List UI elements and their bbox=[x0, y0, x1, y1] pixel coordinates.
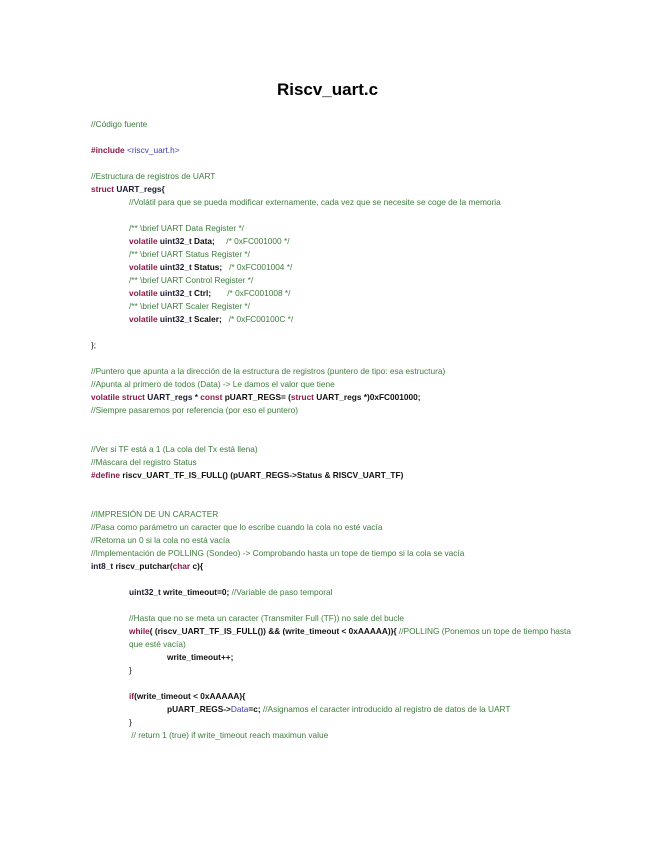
field-ctrl bbox=[91, 287, 571, 300]
volatile-struct-keyword: volatile struct bbox=[91, 392, 148, 402]
struct-close: }; bbox=[91, 340, 97, 350]
struct-declaration bbox=[91, 183, 571, 196]
variable-comment: //Variable de paso temporal bbox=[231, 587, 333, 597]
comment-source-code: //Código fuente bbox=[91, 119, 148, 129]
assign-comment: //Asignamos el caracter introducido al registro de datos de la UART bbox=[262, 704, 511, 714]
comment-register-struct: //Estructura de registros de UART bbox=[91, 171, 216, 181]
comment-polling: //Implementación de POLLING (Sondeo) -> Comprobando hasta un tope de tiempo si la cola se vacía bbox=[91, 548, 465, 558]
comment-param: //Pasa como parámetro un caracter que lo escribe cuando la cola no esté vacía bbox=[91, 522, 383, 532]
comment-status-mask: //Máscara del registro Status bbox=[91, 457, 197, 467]
while-condition: ( (riscv_UART_TF_IS_FULL()) && (write_timeout < 0xAAAAA)){ bbox=[149, 626, 399, 636]
struct-keyword: struct bbox=[91, 184, 117, 194]
comment-print-char: //IMPRESIÓN DE UN CARACTER bbox=[91, 509, 219, 519]
comment-volatile bbox=[91, 196, 571, 209]
comment-by-reference: //Siempre pasaremos por referencia (por eso el puntero) bbox=[91, 405, 299, 415]
type-name: uint32_t bbox=[129, 587, 164, 597]
type-name: uint32_t bbox=[159, 288, 195, 298]
timeout-increment: write_timeout++; bbox=[167, 652, 234, 662]
type-name: uint32_t bbox=[159, 236, 195, 246]
address-comment: /* 0xFC001004 */ bbox=[222, 262, 293, 272]
assign-line bbox=[91, 703, 571, 716]
pointer-access: pUART_REGS-> bbox=[167, 704, 231, 714]
comment-points-first: //Apunta al primero de todos (Data) -> Le damos el valor que tiene bbox=[91, 379, 335, 389]
return-type: int8_t bbox=[91, 561, 116, 571]
field-name: Data; bbox=[194, 236, 215, 246]
comment-return: // return 1 (true) if write_timeout reach maximun value bbox=[129, 730, 329, 740]
struct-type: UART_regs * bbox=[147, 392, 201, 402]
comment-control-register: /** \brief UART Control Register */ bbox=[129, 275, 254, 285]
define-keyword: #define bbox=[91, 470, 123, 480]
variable-init: write_timeout=0; bbox=[163, 587, 232, 597]
polling-comment: //POLLING (Ponemos un tope de tiempo hasta que esté vacía) bbox=[129, 626, 571, 649]
function-name: riscv_putchar( bbox=[115, 561, 173, 571]
comment-status-register: /** \brief UART Status Register */ bbox=[129, 249, 250, 259]
while-line bbox=[91, 625, 571, 651]
field-scaler bbox=[91, 313, 571, 326]
field-name: Scaler; bbox=[194, 314, 222, 324]
type-name: uint32_t bbox=[159, 314, 195, 324]
define-line bbox=[91, 469, 571, 482]
cast-address: UART_regs *)0xFC001000; bbox=[316, 392, 421, 402]
struct-keyword: struct bbox=[290, 392, 317, 402]
if-keyword: if bbox=[129, 691, 135, 701]
type-name: uint32_t bbox=[159, 262, 195, 272]
address-comment: /* 0xFC001008 */ bbox=[211, 288, 291, 298]
comment-volatile-text: //Volátil para que se pueda modificar externamente, cada vez que se necesite se coge de la memoria bbox=[129, 197, 501, 207]
pointer-name: pUART_REGS= ( bbox=[224, 392, 291, 402]
field-name: Ctrl; bbox=[194, 288, 212, 298]
function-signature bbox=[91, 560, 571, 573]
field-data bbox=[91, 235, 571, 248]
if-condition: (write_timeout < 0xAAAAA){ bbox=[134, 691, 246, 701]
timeout-declaration bbox=[91, 586, 571, 599]
while-keyword: while bbox=[129, 626, 150, 636]
param-name: c){ bbox=[192, 561, 204, 571]
comment-tf-check: //Ver si TF está a 1 (La cola del Tx está llena) bbox=[91, 444, 258, 454]
struct-name: UART_regs{ bbox=[116, 184, 165, 194]
assign-value: =c; bbox=[248, 704, 263, 714]
address-comment: /* 0xFC001000 */ bbox=[214, 236, 290, 246]
field-name: Status; bbox=[194, 262, 223, 272]
include-header: <riscv_uart.h> bbox=[126, 145, 180, 155]
pointer-declaration bbox=[91, 391, 571, 404]
include-keyword: #include bbox=[91, 145, 127, 155]
comment-returns: //Retorna un 0 si la cola no está vacía bbox=[91, 535, 230, 545]
volatile-keyword: volatile bbox=[129, 288, 160, 298]
comment-data-register: /** \brief UART Data Register */ bbox=[129, 223, 244, 233]
comment-pointer: //Puntero que apunta a la dirección de la estructura de registros (puntero de tipo: esa estructura) bbox=[91, 366, 446, 376]
comment-loop: //Hasta que no se meta un caracter (Transmiter Full (TF)) no sale del bucle bbox=[129, 613, 404, 623]
char-keyword: char bbox=[172, 561, 193, 571]
include-line bbox=[91, 144, 571, 157]
volatile-keyword: volatile bbox=[129, 262, 160, 272]
document-title: Riscv_uart.c bbox=[276, 80, 379, 99]
define-body: riscv_UART_TF_IS_FULL() (pUART_REGS->Status & RISCV_UART_TF) bbox=[122, 470, 404, 480]
if-close: } bbox=[129, 717, 132, 727]
code-listing bbox=[91, 118, 571, 742]
volatile-keyword: volatile bbox=[129, 314, 160, 324]
while-close: } bbox=[129, 665, 132, 675]
comment-scaler-register: /** \brief UART Scaler Register */ bbox=[129, 301, 250, 311]
data-field: Data bbox=[230, 704, 249, 714]
address-comment: /* 0xFC00100C */ bbox=[221, 314, 294, 324]
const-keyword: const bbox=[200, 392, 225, 402]
if-line bbox=[91, 690, 571, 703]
field-status bbox=[91, 261, 571, 274]
volatile-keyword: volatile bbox=[129, 236, 160, 246]
